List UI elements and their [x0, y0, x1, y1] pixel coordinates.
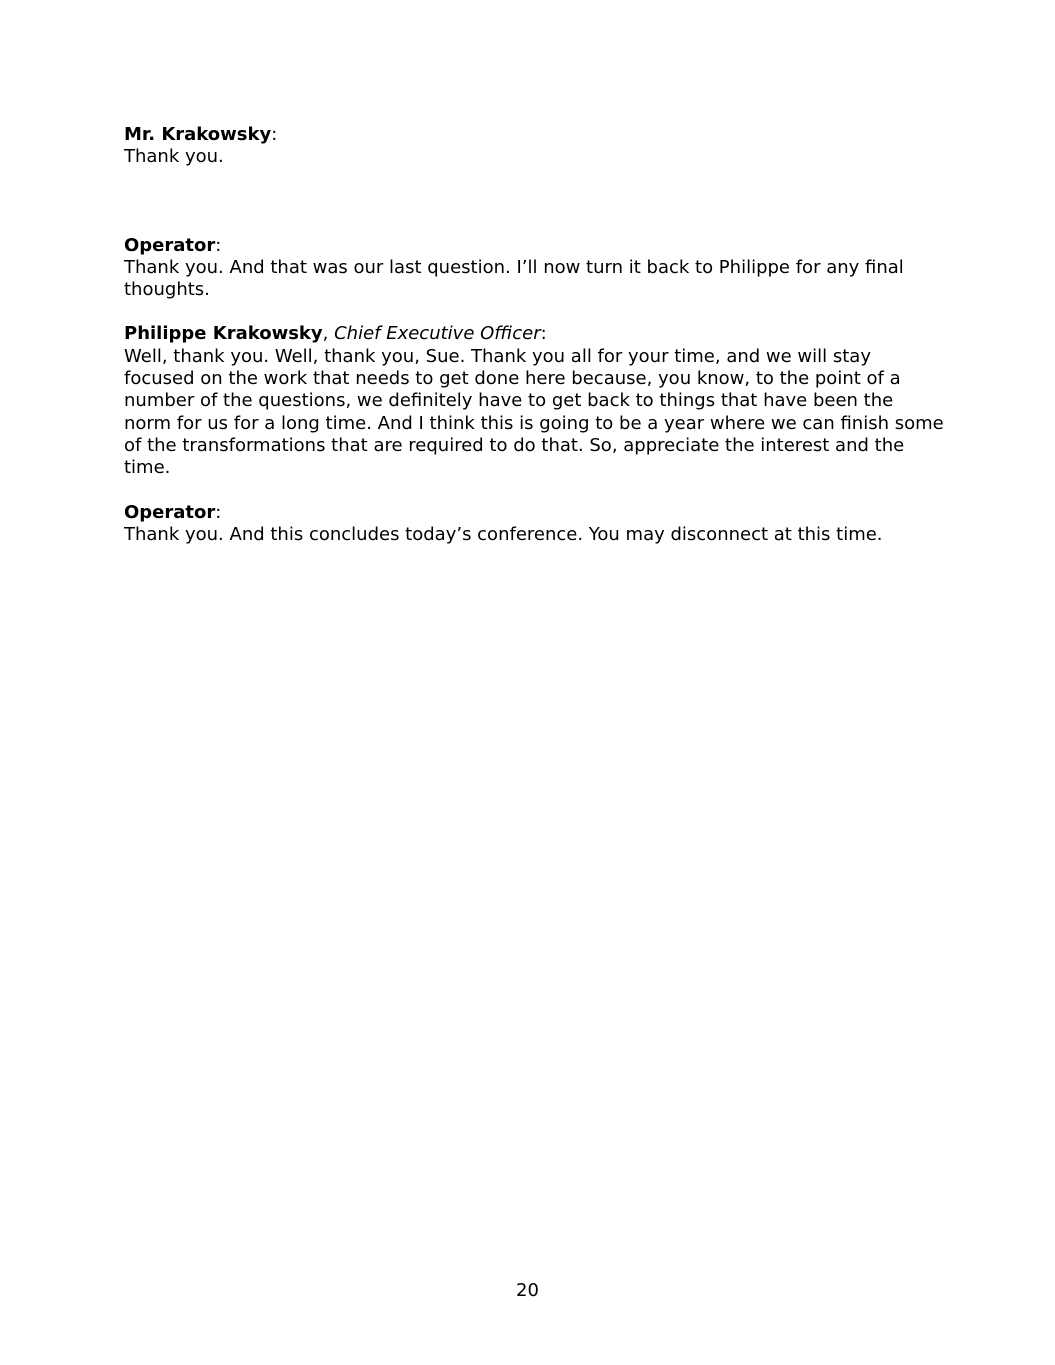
speech-text: Thank you.	[124, 146, 224, 168]
speech-text: Thank you. And this concludes today’s conference. You may disconnect at this time.	[124, 523, 883, 545]
transcript-page	[124, 124, 944, 546]
speech-text: Thank you. And that was our last question. I’ll now turn it back to Philippe for any final thoughts.	[124, 256, 904, 301]
speaker-title: Chief Executive Officer	[334, 323, 541, 345]
speech-text: Well, thank you. Well, thank you, Sue. Thank you all for your time, and we will stay focused on the work that needs to get done here because, you know, to the point of a number of the questions, we definitely have to get back to things that have been the norm for us for a long time. And I think this is going to be a year where we can finish some of the transformations that are required to do that. So, appreciate the interest and the time.	[124, 345, 944, 479]
page-number: 20	[516, 1280, 539, 1301]
speaker-name: Philippe Krakowsky	[124, 323, 323, 345]
speaker-name: Mr. Krakowsky	[124, 124, 272, 145]
transcript-block-operator-closing	[124, 502, 944, 547]
speaker-name: Operator	[124, 501, 216, 523]
speaker-line: Operator:	[124, 234, 222, 256]
transcript-block-krakowsky	[124, 124, 944, 169]
transcript-block-operator	[124, 235, 944, 302]
speaker-name: Operator	[124, 234, 216, 256]
speaker-line: Philippe Krakowsky, Chief Executive Officer:	[124, 323, 547, 345]
transcript-block-ceo	[124, 323, 944, 479]
speaker-line: Operator:	[124, 501, 222, 523]
speaker-line: Mr. Krakowsky:	[124, 124, 278, 145]
